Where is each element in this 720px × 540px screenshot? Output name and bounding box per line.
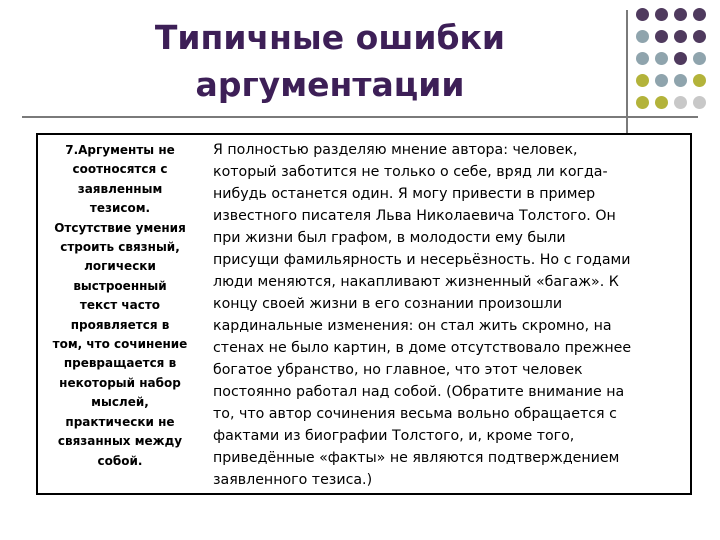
left-line: логически bbox=[84, 259, 156, 274]
right-line: постоянно работал над собой. (Обратите внимание на bbox=[213, 384, 625, 400]
right-line: люди меняются, накапливают жизненный «багаж». К bbox=[213, 274, 619, 290]
left-line: соотносятся с bbox=[72, 162, 168, 177]
right-line: присущи фамильярность и несерьёзность. Но с годами bbox=[213, 252, 631, 268]
right-line: стенах не было картин, в доме отсутствовало прежнее bbox=[213, 340, 632, 356]
left-line: практически не bbox=[65, 414, 175, 429]
right-line: известного писателя Льва Николаевича Толстого. Он bbox=[213, 208, 616, 224]
decorative-dot bbox=[655, 8, 668, 21]
right-line: фактами из биографии Толстого, и, кроме того, bbox=[213, 428, 575, 444]
right-line: кардинальные изменения: он стал жить скромно, на bbox=[213, 318, 612, 334]
right-line: который заботится не только о себе, вряд ли когда- bbox=[213, 164, 608, 180]
decorative-dot bbox=[636, 74, 649, 87]
content-box bbox=[36, 133, 692, 495]
title-line-2: аргументации bbox=[195, 65, 465, 104]
decorative-dot bbox=[636, 96, 649, 109]
left-line: мыслей, bbox=[91, 395, 149, 410]
right-line: приведённые «факты» не являются подтверждением bbox=[213, 450, 620, 466]
decorative-dot bbox=[674, 30, 687, 43]
left-line: текст часто bbox=[79, 298, 161, 313]
decorative-dot bbox=[674, 74, 687, 87]
right-line: при жизни был графом, в молодости ему были bbox=[213, 230, 566, 246]
right-line: нибудь останется один. Я могу привести в пример bbox=[213, 186, 596, 202]
right-line: Я полностью разделяю мнение автора: человек, bbox=[213, 142, 578, 158]
decorative-dot bbox=[636, 52, 649, 65]
decorative-dot bbox=[655, 52, 668, 65]
horizontal-divider bbox=[22, 116, 698, 118]
decorative-dot bbox=[693, 30, 706, 43]
left-line: строить связный, bbox=[60, 240, 180, 255]
slide-title bbox=[110, 14, 550, 108]
left-line: выстроенный bbox=[73, 278, 167, 293]
left-line: проявляется в bbox=[70, 317, 170, 332]
right-line: концу своей жизни в его сознании произошли bbox=[213, 296, 563, 312]
decorative-dot bbox=[693, 96, 706, 109]
left-line: собой. bbox=[97, 453, 143, 468]
decorative-dot bbox=[674, 96, 687, 109]
decorative-dot bbox=[655, 74, 668, 87]
decorative-dot bbox=[693, 8, 706, 21]
decorative-dot bbox=[655, 30, 668, 43]
left-line: заявленным bbox=[77, 181, 163, 196]
decorative-dot bbox=[693, 52, 706, 65]
decorative-dot bbox=[674, 8, 687, 21]
left-line: Отсутствие умения bbox=[54, 220, 186, 235]
left-line: превращается в bbox=[63, 356, 177, 371]
left-line: связанных между bbox=[57, 434, 183, 449]
left-line: тезисом. bbox=[89, 201, 151, 216]
left-line: 7.Аргументы не bbox=[65, 143, 175, 157]
right-line: заявленного тезиса.) bbox=[213, 472, 373, 488]
right-line: то, что автор сочинения весьма вольно обращается с bbox=[213, 406, 617, 422]
decorative-dot bbox=[655, 96, 668, 109]
example-text bbox=[213, 139, 688, 491]
decorative-dot bbox=[636, 30, 649, 43]
left-line: том, что сочинение bbox=[52, 337, 188, 352]
decorative-dot bbox=[636, 8, 649, 21]
title-line-1: Типичные ошибки bbox=[154, 18, 506, 57]
right-line: богатое убранство, но главное, что этот человек bbox=[213, 362, 583, 378]
left-line: некоторый набор bbox=[59, 375, 181, 390]
decorative-dot bbox=[674, 52, 687, 65]
error-description bbox=[38, 141, 202, 471]
decorative-dot bbox=[693, 74, 706, 87]
